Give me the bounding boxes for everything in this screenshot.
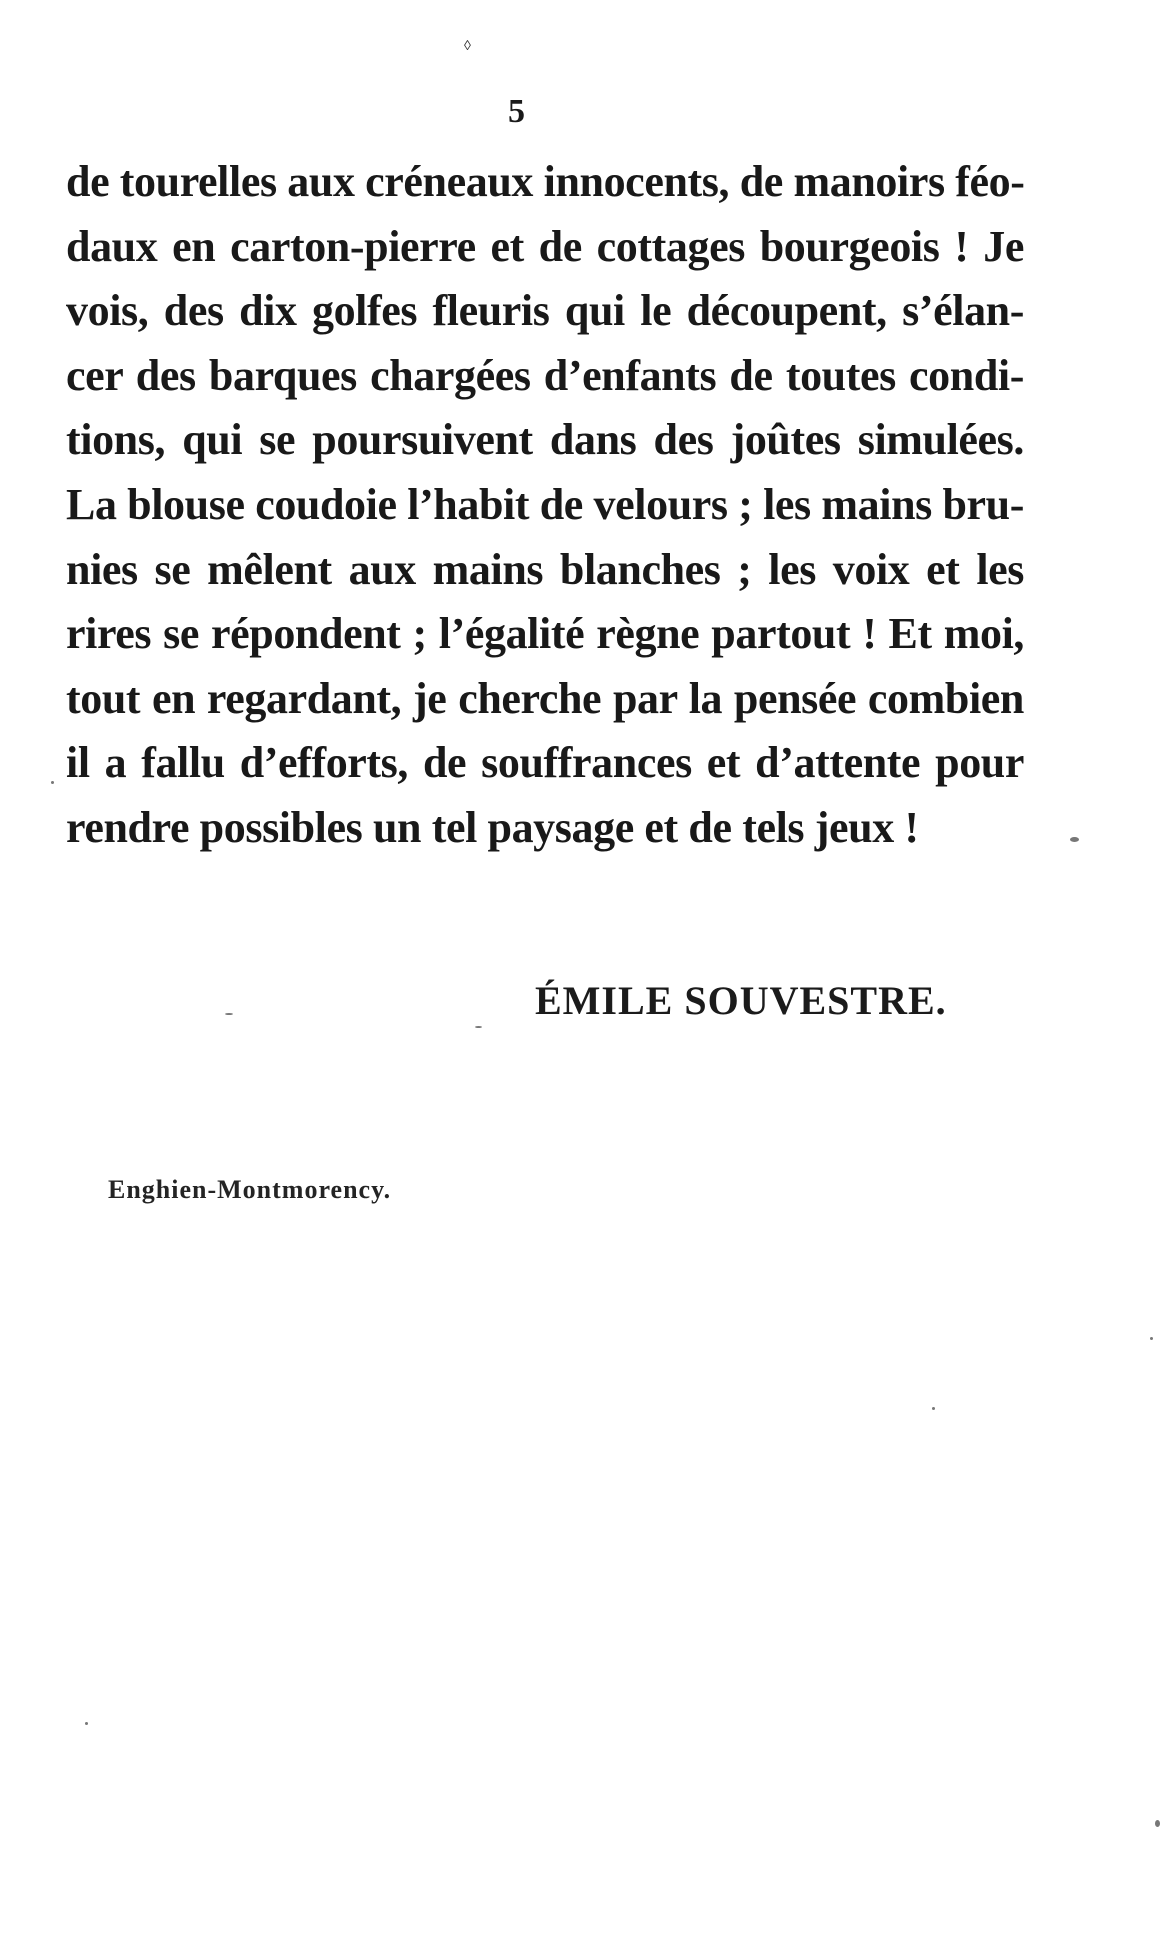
page-number: 5 bbox=[508, 93, 525, 130]
text-line: nies se mêlent aux mains blanches ; les voix et les bbox=[66, 544, 1024, 594]
text-line: tout en regardant, je cherche par la pensée combien bbox=[66, 673, 1024, 723]
text-line: il a fallu d’efforts, de souffrances et d’attente pour bbox=[66, 738, 1024, 788]
text-line: de tourelles aux créneaux innocents, de manoirs féo- bbox=[66, 157, 1025, 206]
place-line: Enghien-Montmorency. bbox=[108, 1175, 392, 1204]
text-line: La blouse coudoie l’habit de velours ; les mains bru- bbox=[66, 479, 1024, 529]
scan-speck bbox=[475, 1026, 482, 1028]
scan-speck bbox=[225, 1013, 233, 1015]
scan-speck bbox=[85, 1722, 88, 1725]
text-line: tions, qui se poursuivent dans des joûtes simulées. bbox=[66, 415, 1024, 465]
scan-speck bbox=[932, 1407, 935, 1410]
text-line: daux en carton-pierre et de cottages bourgeois ! Je bbox=[66, 221, 1024, 271]
scan-speck bbox=[1070, 837, 1079, 842]
author-signature: ÉMILE SOUVESTRE. bbox=[535, 978, 947, 1023]
text-line: cer des barques chargées d’enfants de toutes condi- bbox=[66, 350, 1024, 400]
scan-speck bbox=[1150, 1337, 1153, 1340]
text-line: vois, des dix golfes fleuris qui le découpent, s’élan- bbox=[66, 286, 1024, 336]
body-paragraph bbox=[66, 150, 1024, 861]
page-ornament: ◊ bbox=[464, 39, 471, 54]
text-line: rires se répondent ; l’égalité règne partout ! Et moi, bbox=[66, 609, 1024, 659]
text-line: rendre possibles un tel paysage et de tels jeux ! bbox=[66, 802, 919, 852]
scan-speck bbox=[51, 781, 54, 784]
scan-speck bbox=[1155, 1820, 1160, 1827]
